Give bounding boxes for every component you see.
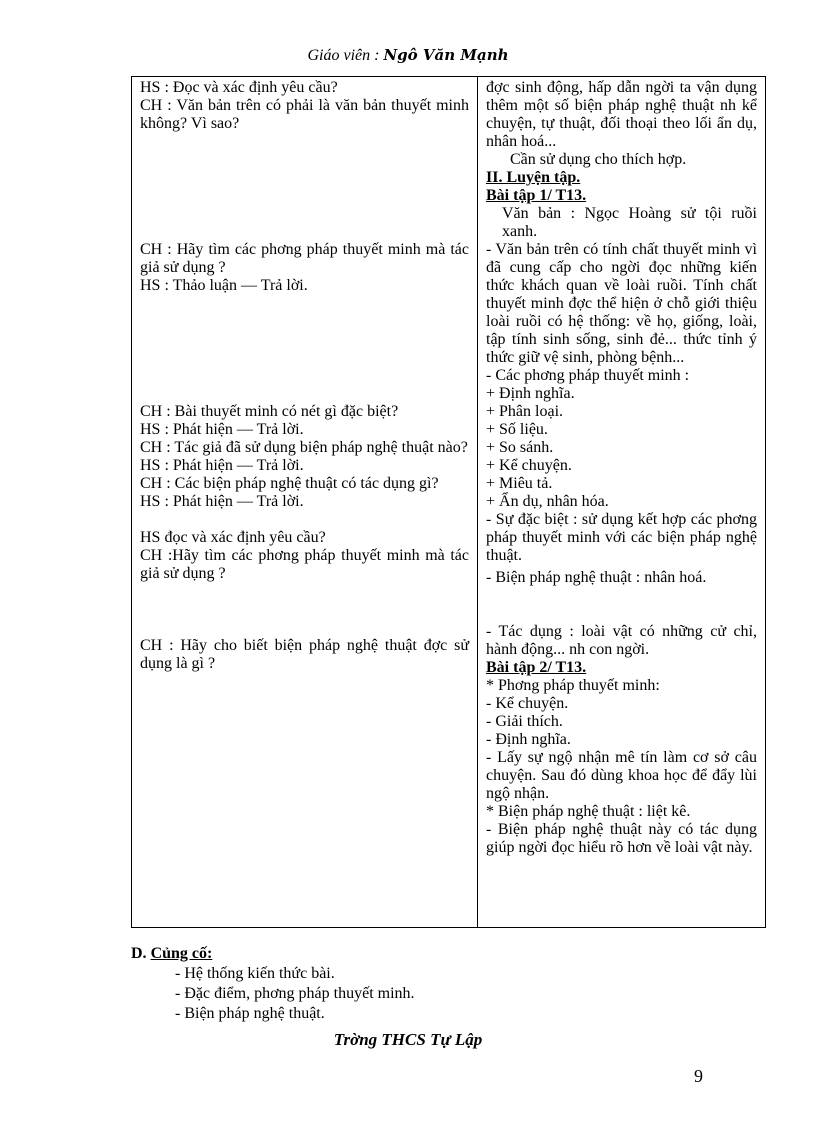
left-line: CH : Hãy cho biết biện pháp nghệ thuật đợc sử dụng là gì ? bbox=[140, 637, 469, 672]
right-line: - Văn bản trên có tính chất thuyết minh vì đã cung cấp cho ngời đọc những kiến thức khách quan về loài ruồi. Tính chất thuyết minh đợc thể hiện ở chỗ giới thiệu loài ruồi có hệ thống: về họ, giống, loài, tập tính sinh sống, sinh đẻ... thức tỉnh ý thức giữ vệ sinh, phòng bệnh... bbox=[486, 241, 757, 366]
page-header bbox=[0, 46, 816, 65]
right-line: * Biện pháp nghệ thuật : liệt kê. bbox=[486, 803, 691, 820]
left-column bbox=[132, 77, 478, 928]
right-line: - Giải thích. bbox=[486, 713, 563, 730]
right-line: Văn bản : Ngọc Hoàng sử tội ruồi xanh. bbox=[502, 205, 757, 240]
left-line: HS : Đọc và xác định yêu cầu? bbox=[140, 79, 338, 96]
left-line: CH : Văn bản trên có phải là văn bản thuyết minh không? Vì sao? bbox=[140, 97, 469, 132]
right-line: - Kể chuyện. bbox=[486, 695, 569, 712]
left-line: HS đọc và xác định yêu cầu? bbox=[140, 529, 326, 546]
right-line: đợc sinh động, hấp dẫn ngời ta vận dụng thêm một số biện pháp nghệ thuật nh kể chuyện, tự thuật, đối thoại theo lối ẩn dụ, nhân hoá... bbox=[486, 79, 757, 150]
left-line: CH : Các biện pháp nghệ thuật có tác dụng gì? bbox=[140, 475, 439, 492]
teacher-label: Giáo viên : bbox=[307, 47, 384, 64]
left-line: HS : Phát hiện — Trả lời. bbox=[140, 421, 304, 438]
left-line: CH : Tác giả đã sử dụng biện pháp nghệ thuật nào? bbox=[140, 439, 468, 456]
right-line: + So sánh. bbox=[486, 439, 554, 456]
left-line: HS : Phát hiện — Trả lời. bbox=[140, 493, 304, 510]
section-d-label: D. bbox=[131, 945, 151, 962]
right-line: + Số liệu. bbox=[486, 421, 548, 438]
exercise-2-heading: Bài tập 2/ T13. bbox=[486, 659, 587, 676]
left-line: HS : Phát hiện — Trả lời. bbox=[140, 457, 304, 474]
right-line: - Định nghĩa. bbox=[486, 731, 571, 748]
left-line: CH : Hãy tìm các phơng pháp thuyết minh mà tác giả sử dụng ? bbox=[140, 241, 469, 276]
right-line: + Miêu tả. bbox=[486, 475, 553, 492]
right-line: + Phân loại. bbox=[486, 403, 564, 420]
list-item: - Đặc điểm, phơng pháp thuyết minh. bbox=[175, 985, 415, 1002]
right-line: - Sự đặc biệt : sử dụng kết hợp các phơng pháp thuyết minh với các biện pháp nghệ thuật. bbox=[486, 511, 757, 564]
section-d bbox=[131, 944, 415, 1024]
right-line: + Ẩn dụ, nhân hóa. bbox=[486, 493, 609, 510]
right-line: - Tác dụng : loài vật có những cử chỉ, hành động... nh con ngời. bbox=[486, 623, 757, 658]
left-line: HS : Thảo luận — Trả lời. bbox=[140, 277, 308, 294]
right-column bbox=[478, 77, 766, 928]
right-line: + Định nghĩa. bbox=[486, 385, 575, 402]
left-line: CH : Bài thuyết minh có nét gì đặc biệt? bbox=[140, 403, 399, 420]
lesson-table bbox=[131, 76, 766, 928]
page-number: 9 bbox=[694, 1066, 703, 1086]
section-d-heading: Củng cố: bbox=[150, 945, 213, 962]
right-line: - Lấy sự ngộ nhận mê tín làm cơ sở câu chuyện. Sau đó dùng khoa học để đẩy lùi ngộ nhận. bbox=[486, 749, 757, 802]
section-d-title bbox=[131, 944, 415, 964]
school-footer: Trờng THCS Tự Lập bbox=[333, 1030, 483, 1049]
right-line: Cần sử dụng cho thích hợp. bbox=[510, 151, 687, 168]
right-line: - Biện pháp nghệ thuật : nhân hoá. bbox=[486, 569, 707, 586]
left-line: CH :Hãy tìm các phơng pháp thuyết minh mà tác giả sử dụng ? bbox=[140, 547, 469, 582]
list-item: - Hệ thống kiến thức bài. bbox=[175, 965, 335, 982]
exercise-1-heading: Bài tập 1/ T13. bbox=[486, 187, 587, 204]
right-line: - Biện pháp nghệ thuật này có tác dụng giúp ngời đọc hiểu rõ hơn về loài vật này. bbox=[486, 821, 757, 856]
list-item: - Biện pháp nghệ thuật. bbox=[175, 1005, 325, 1022]
section-heading: II. Luyện tập. bbox=[486, 169, 581, 186]
right-line: - Các phơng pháp thuyết minh : bbox=[486, 367, 690, 384]
right-line: * Phơng pháp thuyết minh: bbox=[486, 677, 660, 694]
right-line: + Kể chuyện. bbox=[486, 457, 572, 474]
teacher-name: Ngô Văn Mạnh bbox=[383, 46, 509, 64]
